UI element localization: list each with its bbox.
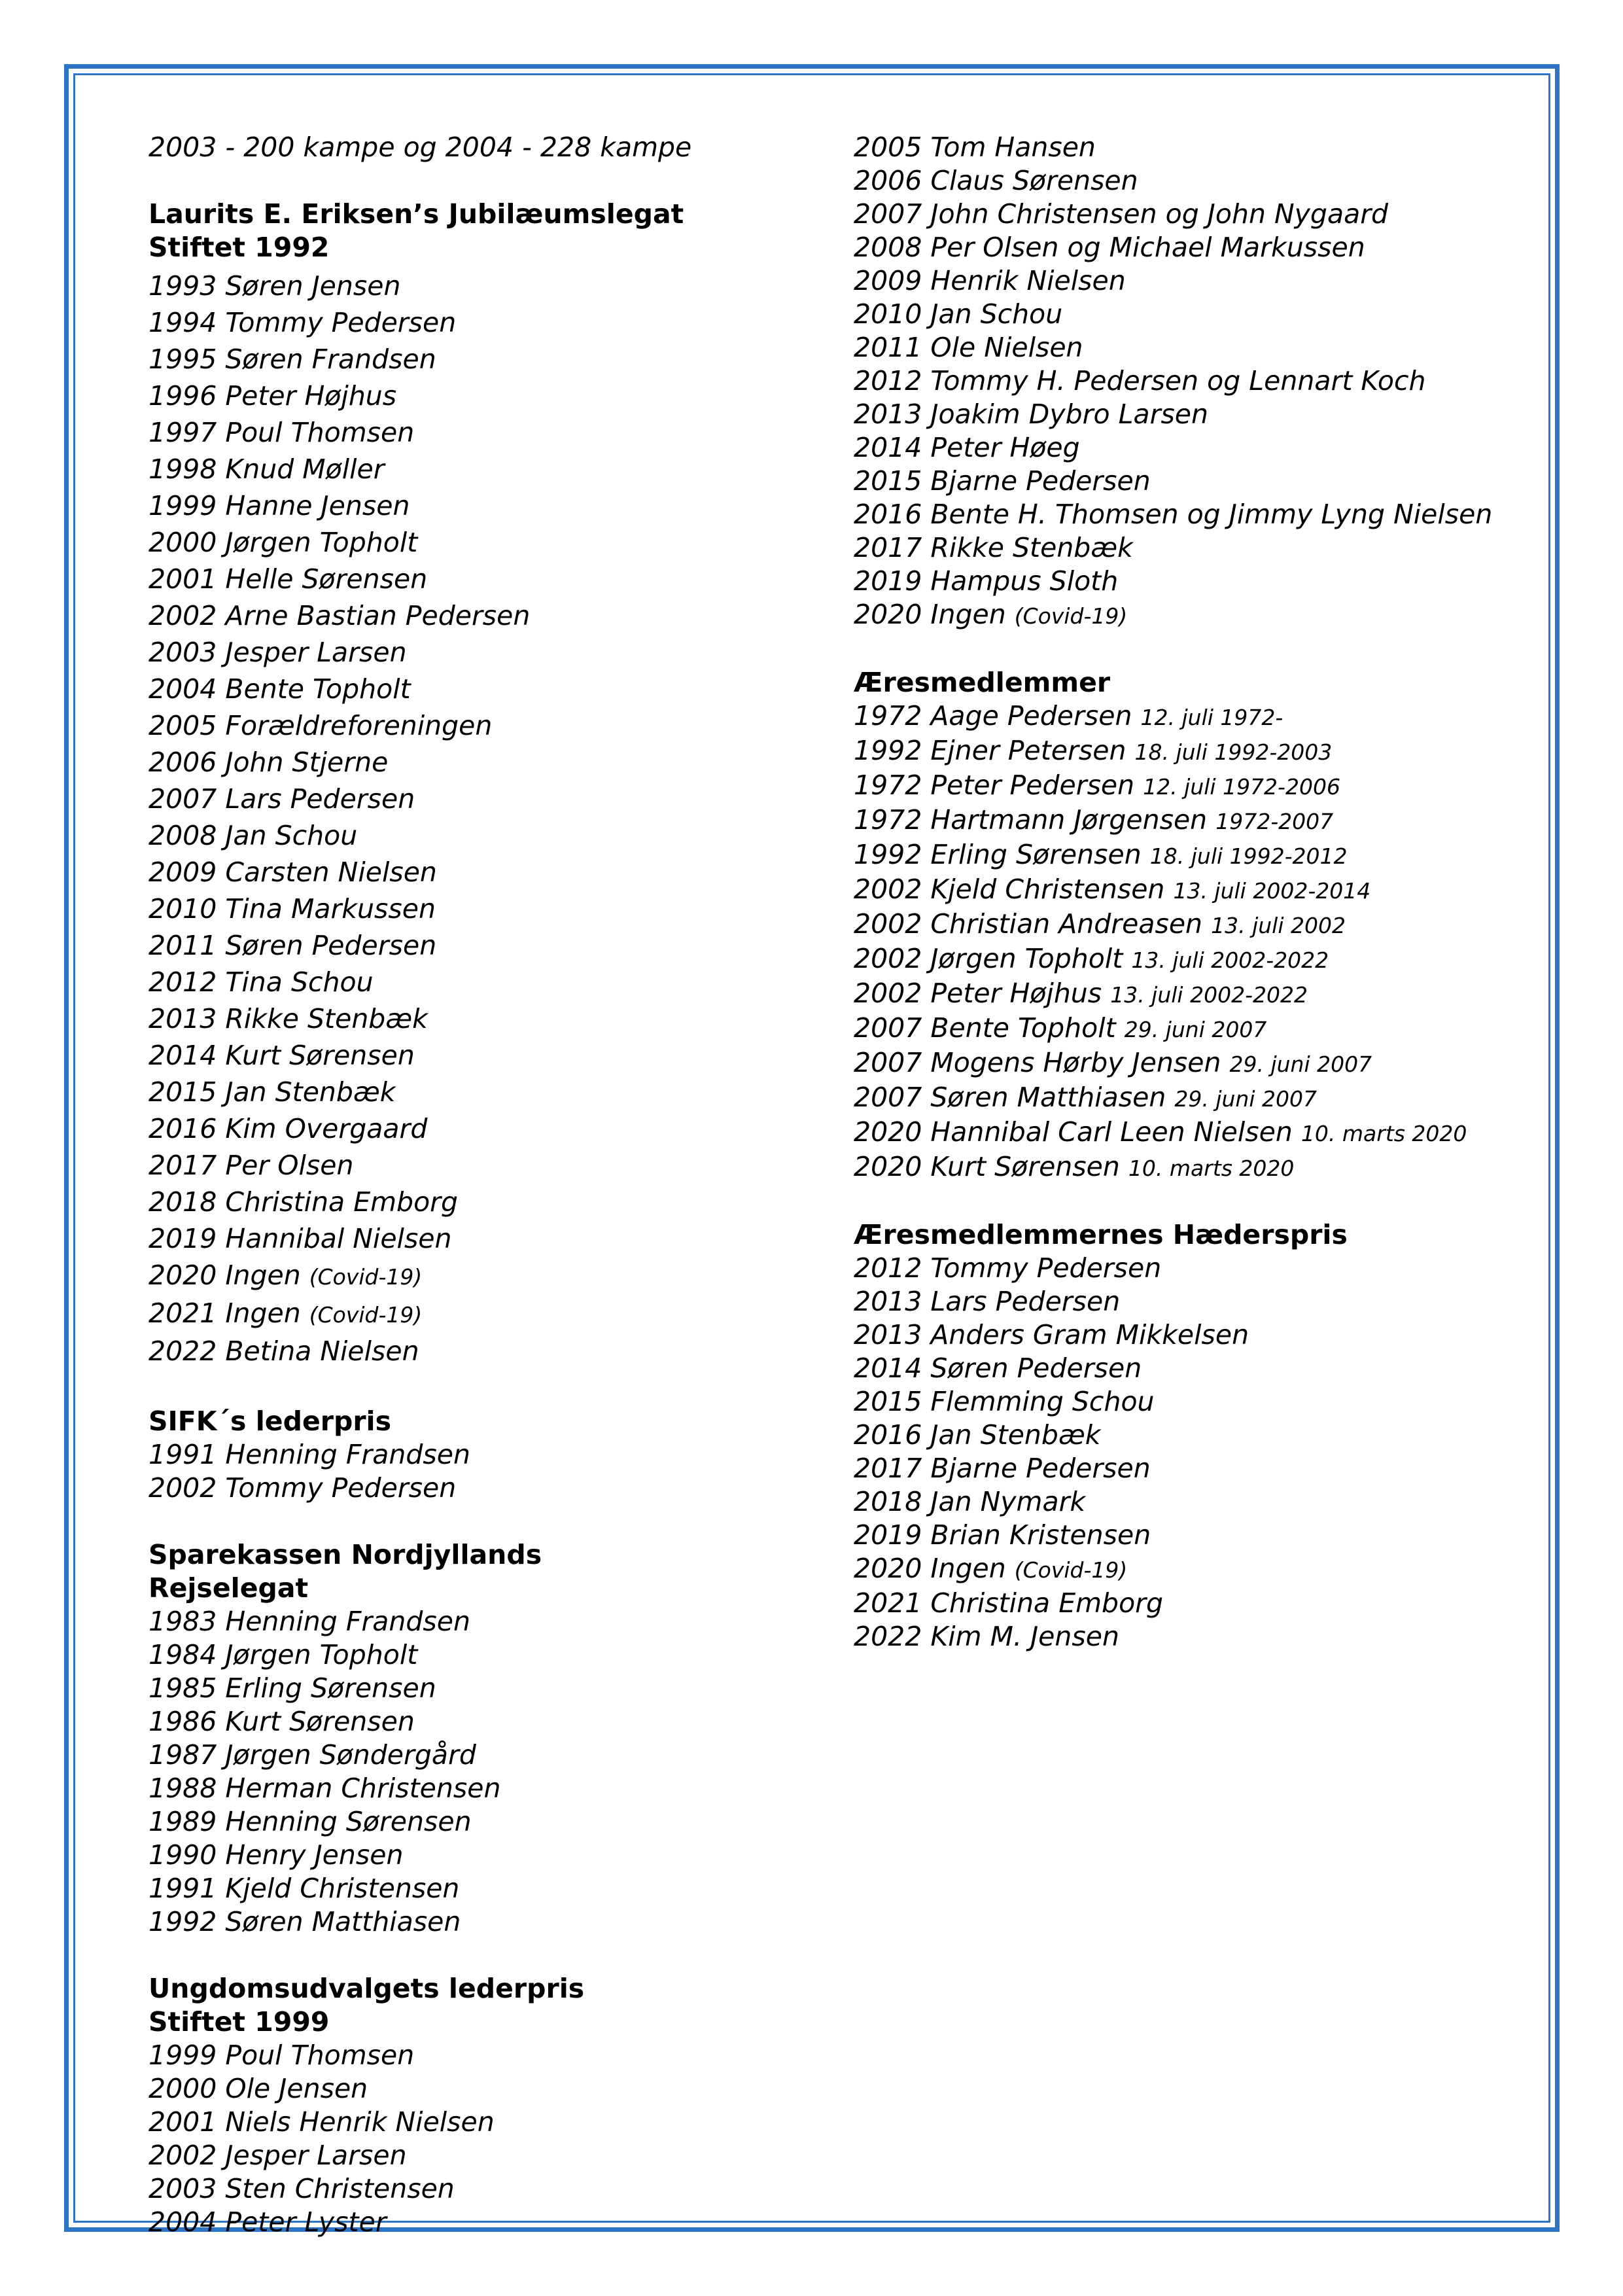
entry-text: 1996 Peter Højhus [148, 380, 397, 412]
ungdom-list [148, 2039, 835, 2239]
entry-text: 2003 Sten Christensen [148, 2173, 455, 2204]
list-item [854, 531, 1547, 565]
rejselegat-title: Sparekassen Nordjyllands [148, 1539, 542, 1570]
list-item [854, 1318, 1547, 1352]
entry-text: 2001 Niels Henrik Nielsen [148, 2106, 495, 2138]
entry-text: 2005 Forældreforeningen [148, 710, 493, 741]
entry-text: 2007 Mogens Hørby Jensen [854, 1047, 1221, 1078]
list-item [854, 1012, 1547, 1046]
entry-text: 2007 Lars Pedersen [148, 783, 415, 815]
entry-text: 1995 Søren Frandsen [148, 344, 436, 375]
list-item [148, 2206, 835, 2239]
entry-text: 2002 Kjeld Christensen [854, 874, 1165, 905]
list-item [148, 526, 835, 559]
list-item [854, 198, 1547, 231]
list-item [148, 1705, 835, 1739]
list-item [854, 1385, 1547, 1419]
entry-text: 2016 Bente H. Thomsen og Jimmy Lyng Nielsen [854, 499, 1493, 530]
entry-text: 1992 Ejner Petersen [854, 735, 1126, 766]
ungdom-title: Ungdomsudvalgets lederpris [148, 1973, 585, 2004]
aeresmedlemmer-title: Æresmedlemmer [854, 667, 1111, 698]
entry-text: 2008 Jan Schou [148, 820, 358, 851]
entry-note: 10. marts 2020 [1128, 1156, 1295, 1181]
list-item [854, 1285, 1547, 1318]
entry-text: 1983 Henning Frandsen [148, 1606, 470, 1637]
entry-text: 2022 Kim M. Jensen [854, 1621, 1119, 1652]
list-item [854, 1081, 1547, 1116]
list-item [148, 709, 835, 743]
list-item [854, 131, 1547, 164]
list-item [148, 1039, 835, 1072]
list-item [854, 1352, 1547, 1385]
entry-text: 2006 John Stjerne [148, 747, 389, 778]
list-item [854, 298, 1547, 331]
list-item [854, 699, 1547, 734]
list-item [854, 1587, 1547, 1620]
entry-text: 1972 Aage Pedersen [854, 700, 1132, 732]
entry-text: 2021 Christina Emborg [854, 1587, 1164, 1619]
list-item [148, 1772, 835, 1805]
list-item [148, 1472, 835, 1505]
list-item [854, 908, 1547, 942]
entry-note: 10. marts 2020 [1300, 1121, 1467, 1146]
entry-text: 1986 Kurt Sørensen [148, 1706, 415, 1737]
entry-text: 2020 Ingen [148, 1260, 301, 1291]
entry-text: 2014 Peter Høeg [854, 432, 1080, 463]
list-item [854, 1552, 1547, 1587]
entry-note: 29. juni 2007 [1229, 1051, 1372, 1077]
entry-note: 13. juli 2002-2014 [1173, 878, 1371, 904]
entry-text: 2004 Peter Lyster [148, 2206, 387, 2238]
entry-text: 2009 Henrik Nielsen [854, 265, 1126, 296]
entry-text: 2012 Tina Schou [148, 966, 374, 998]
entry-text: 2010 Jan Schou [854, 298, 1063, 330]
list-item [148, 892, 835, 926]
entry-text: 2002 Jesper Larsen [148, 2140, 407, 2171]
entry-text: 2017 Rikke Stenbæk [854, 532, 1133, 563]
entry-text: 2016 Kim Overgaard [148, 1113, 428, 1144]
list-item [854, 1620, 1547, 1653]
entry-text: 1992 Søren Matthiasen [148, 1906, 461, 1937]
list-item [854, 1485, 1547, 1519]
entry-text: 2019 Hampus Sloth [854, 565, 1119, 597]
jubilaeumslegat-founded: Stiftet 1992 [148, 232, 330, 263]
entry-text: 2002 Christian Andreasen [854, 908, 1203, 940]
jubilaeumslegat-title: Laurits E. Eriksen’s Jubilæumslegat [148, 198, 684, 230]
entry-text: 2010 Tina Markussen [148, 893, 436, 925]
entry-text: 2019 Hannibal Nielsen [148, 1223, 452, 1254]
list-item [148, 1672, 835, 1705]
entry-text: 1998 Knud Møller [148, 453, 385, 485]
list-item [148, 1076, 835, 1109]
list-item [854, 1046, 1547, 1081]
entry-text: 1988 Herman Christensen [148, 1773, 501, 1804]
entry-note: 29. juni 2007 [1174, 1086, 1317, 1112]
jubilaeumslegat-list [148, 270, 835, 1368]
list-item [148, 1438, 835, 1472]
haederspris-title: Æresmedlemmernes Hæderspris [854, 1219, 1348, 1250]
list-item [854, 231, 1547, 264]
list-item [148, 856, 835, 889]
list-item [854, 1252, 1547, 1285]
list-item [854, 1116, 1547, 1150]
list-item [854, 498, 1547, 531]
entry-text: 2012 Tommy Pedersen [854, 1252, 1162, 1284]
entry-text: 2015 Bjarne Pedersen [854, 465, 1151, 497]
entry-text: 2012 Tommy H. Pedersen og Lennart Koch [854, 365, 1426, 397]
entry-text: 1999 Poul Thomsen [148, 2040, 415, 2071]
entry-note: (Covid-19) [1014, 603, 1128, 629]
list-item [148, 2072, 835, 2106]
entry-note: (Covid-19) [309, 1264, 423, 1290]
list-item [854, 769, 1547, 804]
entry-text: 2019 Brian Kristensen [854, 1519, 1151, 1551]
list-item [148, 1186, 835, 1219]
entry-text: 2021 Ingen [148, 1298, 301, 1329]
entry-text: 2002 Arne Bastian Pedersen [148, 600, 531, 631]
entry-note: (Covid-19) [1014, 1557, 1128, 1583]
list-item [148, 599, 835, 633]
list-item [148, 343, 835, 376]
list-item [854, 465, 1547, 498]
entry-text: 2009 Carsten Nielsen [148, 857, 437, 888]
entry-text: 2000 Jørgen Topholt [148, 527, 418, 558]
entry-text: 1972 Hartmann Jørgensen [854, 804, 1208, 836]
list-item [854, 1452, 1547, 1485]
entry-note: 12. juli 1972- [1140, 705, 1283, 730]
list-item [148, 2139, 835, 2172]
list-item [148, 966, 835, 999]
entry-text: 2017 Per Olsen [148, 1150, 354, 1181]
list-item [148, 929, 835, 963]
entry-text: 2015 Flemming Schou [854, 1386, 1155, 1417]
entry-text: 2002 Jørgen Topholt [854, 943, 1123, 974]
list-item [148, 380, 835, 413]
entry-note: 13. juli 2002-2022 [1131, 947, 1329, 973]
entry-text: 2013 Lars Pedersen [854, 1286, 1121, 1317]
entry-text: 2002 Tommy Pedersen [148, 1472, 457, 1504]
list-item [854, 838, 1547, 873]
entry-text: 1997 Poul Thomsen [148, 417, 415, 448]
list-item [148, 270, 835, 303]
haederspris-list [854, 1252, 1547, 1653]
list-item [148, 2106, 835, 2139]
entry-text: 2013 Joakim Dybro Larsen [854, 398, 1209, 430]
left-column [148, 131, 835, 2239]
entry-note: 13. juli 2002-2022 [1110, 982, 1308, 1008]
list-item [854, 977, 1547, 1012]
list-item [854, 164, 1547, 198]
entry-text: 2018 Jan Nymark [854, 1486, 1086, 1517]
entry-text: 2007 Søren Matthiasen [854, 1082, 1166, 1113]
list-item [148, 1872, 835, 1905]
entry-text: 2006 Claus Sørensen [854, 165, 1138, 196]
list-item [854, 364, 1547, 398]
entry-note: 29. juni 2007 [1124, 1017, 1267, 1042]
list-item [854, 1519, 1547, 1552]
entry-text: 1987 Jørgen Søndergård [148, 1739, 476, 1771]
entry-text: 2001 Helle Sørensen [148, 563, 428, 595]
intro-line: 2003 - 200 kampe og 2004 - 228 kampe [148, 132, 692, 163]
ungdom-continued-list [854, 131, 1547, 633]
entry-text: 2018 Christina Emborg [148, 1186, 459, 1218]
list-item [148, 1638, 835, 1672]
entry-text: 2008 Per Olsen og Michael Markussen [854, 232, 1365, 263]
entry-text: 2013 Anders Gram Mikkelsen [854, 1319, 1249, 1351]
entry-text: 1994 Tommy Pedersen [148, 307, 457, 338]
list-item [148, 1805, 835, 1839]
entry-text: 2011 Søren Pedersen [148, 930, 437, 961]
list-item [148, 489, 835, 523]
entry-text: 2013 Rikke Stenbæk [148, 1003, 428, 1034]
entry-note: (Covid-19) [309, 1302, 423, 1328]
entry-text: 2020 Ingen [854, 1553, 1006, 1584]
entry-text: 2007 Bente Topholt [854, 1012, 1116, 1044]
entry-text: 1991 Kjeld Christensen [148, 1873, 460, 1904]
list-item [854, 431, 1547, 465]
rejselegat-list [148, 1605, 835, 1939]
list-item [148, 1739, 835, 1772]
list-item [854, 598, 1547, 633]
entry-text: 1985 Erling Sørensen [148, 1672, 436, 1704]
list-item [148, 1905, 835, 1939]
entry-text: 1993 Søren Jensen [148, 270, 401, 302]
entry-text: 1991 Henning Frandsen [148, 1439, 470, 1470]
entry-text: 2007 John Christensen og John Nygaard [854, 198, 1389, 230]
entry-text: 2003 Jesper Larsen [148, 637, 407, 668]
entry-text: 2020 Hannibal Carl Leen Nielsen [854, 1116, 1293, 1148]
ungdom-founded: Stiftet 1999 [148, 2006, 330, 2038]
list-item [854, 804, 1547, 838]
list-item [854, 398, 1547, 431]
entry-text: 1992 Erling Sørensen [854, 839, 1142, 870]
rejselegat-subtitle: Rejselegat [148, 1572, 309, 1604]
list-item [148, 2039, 835, 2072]
list-item [854, 1150, 1547, 1185]
list-item [148, 673, 835, 706]
entry-text: 2020 Ingen [854, 599, 1006, 630]
list-item [854, 565, 1547, 598]
entry-text: 2004 Bente Topholt [148, 673, 411, 705]
list-item [148, 1605, 835, 1638]
entry-note: 18. juli 1992-2012 [1149, 843, 1348, 869]
entry-text: 2016 Jan Stenbæk [854, 1419, 1101, 1451]
list-item [148, 1002, 835, 1036]
list-item [148, 416, 835, 450]
entry-text: 2014 Søren Pedersen [854, 1352, 1142, 1384]
aeresmedlemmer-list [854, 699, 1547, 1185]
list-item [854, 331, 1547, 364]
list-item [148, 453, 835, 486]
list-item [148, 306, 835, 340]
entry-note: 18. juli 1992-2003 [1134, 739, 1333, 765]
entry-note: 1972-2007 [1215, 809, 1334, 834]
entry-text: 2002 Peter Højhus [854, 978, 1102, 1009]
list-item [148, 563, 835, 596]
entry-note: 12. juli 1972-2006 [1143, 774, 1340, 800]
list-item [148, 1149, 835, 1182]
entry-text: 1972 Peter Pedersen [854, 769, 1135, 801]
lederpris-list [148, 1438, 835, 1505]
list-item [148, 1839, 835, 1872]
entry-text: 2005 Tom Hansen [854, 132, 1096, 163]
entry-text: 1984 Jørgen Topholt [148, 1639, 418, 1670]
right-column [854, 131, 1547, 1653]
list-item [148, 2172, 835, 2206]
list-item [148, 636, 835, 669]
entry-text: 2022 Betina Nielsen [148, 1335, 419, 1367]
list-item [148, 1259, 835, 1294]
list-item [854, 734, 1547, 769]
list-item [148, 1335, 835, 1368]
list-item [854, 942, 1547, 977]
entry-text: 1989 Henning Sørensen [148, 1806, 472, 1837]
entry-text: 2000 Ole Jensen [148, 2073, 368, 2104]
lederpris-title: SIFK´s lederpris [148, 1405, 392, 1437]
entry-note: 13. juli 2002 [1211, 913, 1346, 938]
entry-text: 2011 Ole Nielsen [854, 332, 1083, 363]
list-item [148, 1297, 835, 1332]
entry-text: 1990 Henry Jensen [148, 1839, 404, 1871]
entry-text: 2017 Bjarne Pedersen [854, 1453, 1151, 1484]
list-item [854, 1419, 1547, 1452]
entry-text: 2020 Kurt Sørensen [854, 1151, 1120, 1182]
list-item [148, 1222, 835, 1256]
list-item [148, 819, 835, 853]
entry-text: 2014 Kurt Sørensen [148, 1040, 415, 1071]
list-item [148, 746, 835, 779]
list-item [854, 873, 1547, 908]
entry-text: 1999 Hanne Jensen [148, 490, 410, 521]
entry-text: 2015 Jan Stenbæk [148, 1076, 396, 1108]
list-item [148, 1112, 835, 1146]
list-item [854, 264, 1547, 298]
list-item [148, 783, 835, 816]
